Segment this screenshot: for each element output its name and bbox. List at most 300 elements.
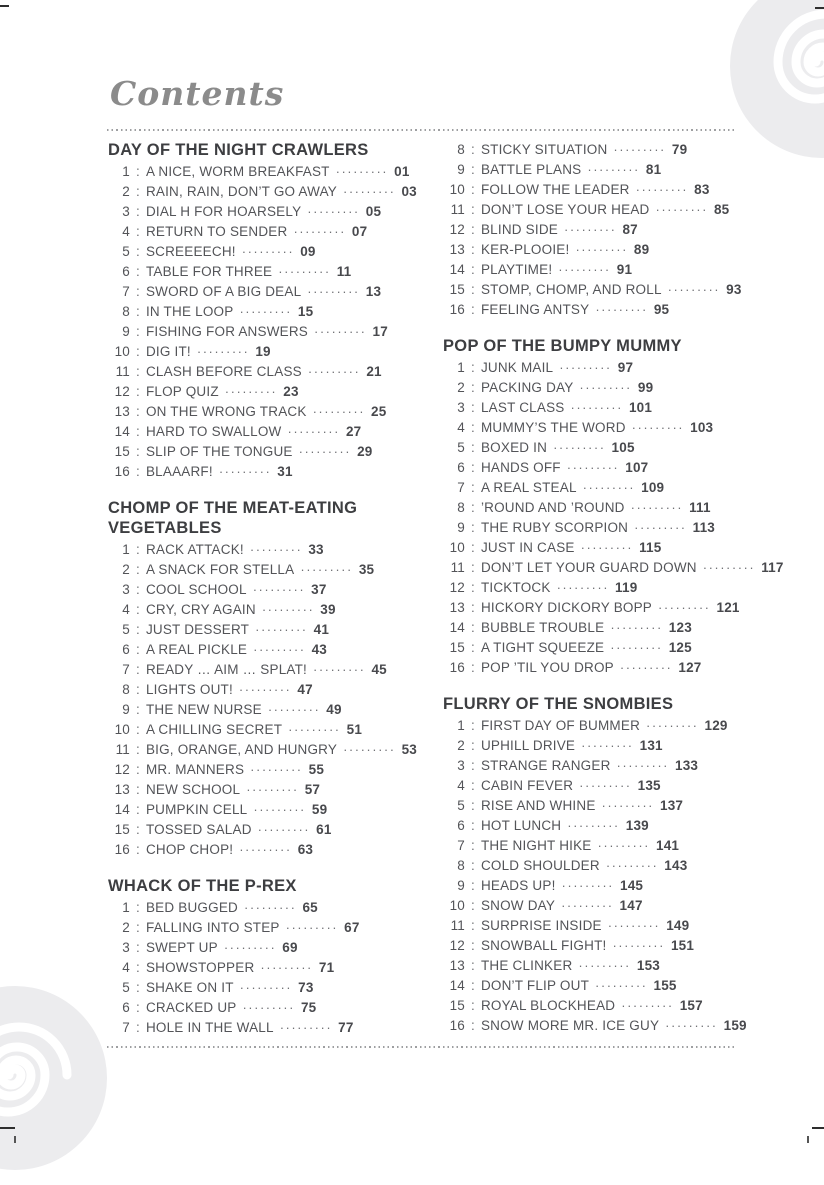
leader-dots: ·········	[601, 798, 654, 813]
entry-colon: :	[471, 380, 475, 395]
leader-dots: ·········	[635, 182, 689, 197]
entry-colon: :	[471, 420, 475, 435]
entry-page-number: 123	[668, 620, 692, 635]
entry-page-number: 145	[620, 878, 644, 893]
entry-title: READY … AIM … SPLAT!	[145, 662, 307, 677]
entry-title: UPHILL DRIVE	[480, 738, 576, 753]
entry-colon: :	[136, 1000, 140, 1015]
toc-section	[443, 140, 748, 320]
toc-entry	[443, 300, 748, 320]
toc-entry	[108, 162, 443, 182]
entry-colon: :	[471, 440, 475, 455]
leader-dots: ·········	[307, 364, 361, 379]
entry-colon: :	[471, 600, 475, 615]
entry-colon: :	[136, 662, 140, 677]
entry-page-number: 91	[616, 262, 633, 277]
entry-colon: :	[471, 718, 475, 733]
entry-page-number: 113	[692, 520, 715, 535]
entry-number: 8	[122, 304, 130, 319]
entry-number: 3	[122, 940, 130, 955]
leader-dots: ·········	[559, 360, 612, 375]
entry-page-number: 19	[255, 344, 271, 359]
toc-entry	[443, 358, 748, 378]
toc-entry	[108, 462, 443, 482]
entry-number: 16	[114, 464, 130, 479]
entry-colon: :	[136, 682, 140, 697]
leader-dots: ·········	[246, 782, 299, 797]
entry-page-number: 29	[357, 444, 373, 459]
entry-title: BIG, ORANGE, AND HUNGRY	[145, 742, 338, 757]
leader-dots: ·········	[249, 542, 303, 557]
entry-colon: :	[471, 282, 475, 297]
entry-page-number: 23	[283, 384, 299, 399]
entry-page-number: 67	[344, 920, 360, 935]
crop-mark-bottom-right	[812, 1127, 824, 1129]
entry-colon: :	[471, 202, 475, 217]
entry-title: COLD SHOULDER	[480, 858, 600, 873]
entry-title: A CHILLING SECRET	[145, 722, 283, 737]
entry-number: 16	[449, 302, 465, 317]
leader-dots: ·········	[260, 960, 313, 975]
leader-dots: ·········	[278, 264, 331, 279]
entry-title: RAIN, RAIN, DON’T GO AWAY	[145, 184, 337, 199]
leader-dots: ·········	[239, 980, 293, 995]
toc-entry	[108, 202, 443, 222]
entry-page-number: 81	[645, 162, 662, 177]
leader-dots: ·········	[298, 444, 352, 459]
entry-page-number: 17	[372, 324, 388, 339]
entry-page-number: 99	[637, 380, 654, 395]
entry-page-number: 69	[282, 940, 298, 955]
leader-dots: ·········	[314, 324, 367, 339]
leader-dots: ·········	[634, 520, 687, 535]
leader-dots: ·········	[288, 722, 341, 737]
entry-colon: :	[136, 464, 140, 479]
entry-title: DON’T LET YOUR GUARD DOWN	[480, 560, 697, 575]
leader-dots: ·········	[253, 802, 306, 817]
entry-page-number: 71	[318, 960, 335, 975]
entry-number: 2	[122, 562, 130, 577]
leader-dots: ·········	[631, 420, 685, 435]
leader-dots: ·········	[250, 762, 303, 777]
toc-entry	[108, 620, 443, 640]
crop-mark-bottom-left-tick	[14, 1136, 16, 1143]
leader-dots: ·········	[570, 400, 623, 415]
entry-colon: :	[136, 424, 140, 439]
entry-colon: :	[471, 838, 475, 853]
entry-number: 4	[122, 224, 130, 239]
toc-entry	[443, 996, 748, 1016]
entry-page-number: 87	[622, 222, 638, 237]
leader-dots: ·········	[612, 938, 665, 953]
entry-page-number: 59	[311, 802, 328, 817]
entry-page-number: 25	[371, 404, 387, 419]
leader-dots: ·········	[342, 184, 396, 199]
entry-title: PUMPKIN CELL	[145, 802, 248, 817]
leader-dots: ·········	[630, 500, 684, 515]
entry-number: 14	[449, 262, 465, 277]
entry-title: DON’T LOSE YOUR HEAD	[480, 202, 650, 217]
entry-page-number: 41	[313, 622, 330, 637]
leader-dots: ·········	[255, 622, 308, 637]
section-heading: POP OF THE BUMPY MUMMY	[443, 337, 682, 355]
leader-dots: ·········	[702, 560, 756, 575]
entry-number: 10	[449, 540, 465, 555]
entry-colon: :	[136, 742, 140, 757]
entry-colon: :	[136, 920, 140, 935]
entry-page-number: 103	[690, 420, 714, 435]
entry-page-number: 151	[670, 938, 695, 953]
entry-colon: :	[471, 758, 475, 773]
toc-entry	[443, 140, 748, 160]
entry-title: STRANGE RANGER	[480, 758, 611, 773]
entry-number: 8	[457, 500, 465, 515]
entry-page-number: 129	[704, 718, 728, 733]
entry-title: FISHING FOR ANSWERS	[145, 324, 309, 339]
toc-entry	[108, 918, 443, 938]
entry-number: 12	[114, 384, 130, 399]
entry-page-number: 117	[761, 560, 784, 575]
leader-dots: ·········	[616, 758, 669, 773]
entry-page-number: 115	[639, 540, 662, 555]
toc-entry	[443, 896, 748, 916]
entry-number: 2	[122, 920, 130, 935]
entry-colon: :	[471, 302, 475, 317]
toc-entry	[108, 720, 443, 740]
entry-title: SLIP OF THE TONGUE	[145, 444, 293, 459]
entry-page-number: 61	[316, 822, 332, 837]
entry-number: 12	[114, 762, 130, 777]
entry-title: SCREEEECH!	[145, 244, 236, 259]
entry-number: 1	[122, 164, 130, 179]
entry-colon: :	[471, 858, 475, 873]
entry-number: 11	[450, 918, 465, 933]
entry-page-number: 01	[394, 164, 410, 179]
entry-colon: :	[471, 660, 475, 675]
entry-colon: :	[471, 480, 475, 495]
leader-dots: ·········	[293, 224, 346, 239]
entry-number: 5	[122, 244, 130, 259]
toc-entry	[108, 540, 443, 560]
entry-page-number: 105	[611, 440, 635, 455]
entry-number: 8	[122, 682, 130, 697]
entry-title: ROYAL BLOCKHEAD	[480, 998, 616, 1013]
entry-title: A NICE, WORM BREAKFAST	[145, 164, 330, 179]
toc-entry	[443, 160, 748, 180]
entry-colon: :	[136, 404, 140, 419]
entry-page-number: 127	[678, 660, 702, 675]
entry-colon: :	[136, 900, 140, 915]
toc-entry	[443, 976, 748, 996]
entry-page-number: 47	[297, 682, 313, 697]
toc-entry	[443, 280, 748, 300]
entry-title: LIGHTS OUT!	[145, 682, 233, 697]
leader-dots: ·········	[561, 898, 614, 913]
entry-title: MR. MANNERS	[145, 762, 245, 777]
entry-title: CABIN FEVER	[480, 778, 574, 793]
entry-colon: :	[136, 842, 140, 857]
entry-title: SNOWBALL FIGHT!	[480, 938, 607, 953]
leader-dots: ·········	[238, 682, 292, 697]
leader-dots: ·········	[335, 164, 389, 179]
entry-title: CRACKED UP	[145, 1000, 237, 1015]
entry-title: SHAKE ON IT	[145, 980, 234, 995]
entry-title: MUMMY’S THE WORD	[480, 420, 626, 435]
entry-number: 2	[122, 184, 130, 199]
entry-number: 16	[114, 842, 130, 857]
toc-entry	[443, 458, 748, 478]
entry-number: 12	[449, 222, 465, 237]
leader-dots: ·········	[224, 384, 278, 399]
entry-number: 14	[449, 620, 465, 635]
entry-number: 1	[122, 900, 130, 915]
toc-entry	[443, 538, 748, 558]
entry-title: HICKORY DICKORY BOPP	[480, 600, 653, 615]
section-heading: CHOMP OF THE MEAT-EATING VEGETABLES	[108, 499, 358, 537]
entry-colon: :	[136, 184, 140, 199]
entry-number: 5	[457, 798, 465, 813]
leader-dots: ·········	[580, 540, 634, 555]
entry-page-number: 159	[723, 1018, 747, 1033]
entry-title: DON’T FLIP OUT	[480, 978, 590, 993]
entry-colon: :	[471, 500, 475, 515]
entry-title: TOSSED SALAD	[145, 822, 252, 837]
entry-title: FEELING ANTSY	[480, 302, 590, 317]
entry-colon: :	[136, 960, 140, 975]
leader-dots: ·········	[312, 404, 366, 419]
entry-colon: :	[471, 898, 475, 913]
entry-page-number: 35	[358, 562, 375, 577]
entry-page-number: 53	[401, 742, 417, 757]
entry-title: TICKTOCK	[480, 580, 551, 595]
toc-entry	[108, 800, 443, 820]
toc-entry	[108, 262, 443, 282]
entry-page-number: 111	[689, 500, 711, 515]
leader-dots: ·········	[253, 642, 306, 657]
entry-page-number: 95	[653, 302, 670, 317]
entry-number: 13	[449, 242, 465, 257]
entry-page-number: 15	[297, 304, 314, 319]
leader-dots: ·········	[610, 640, 663, 655]
entry-page-number: 37	[311, 582, 327, 597]
entry-page-number: 109	[641, 480, 665, 495]
entry-number: 7	[122, 662, 130, 677]
entry-title: A TIGHT SQUEEZE	[480, 640, 605, 655]
entry-colon: :	[471, 938, 475, 953]
entry-page-number: 137	[660, 798, 684, 813]
entry-number: 10	[114, 344, 130, 359]
entry-page-number: 143	[664, 858, 688, 873]
top-dotted-rule	[107, 129, 737, 131]
entry-colon: :	[136, 204, 140, 219]
entry-number: 9	[457, 878, 465, 893]
entry-number: 3	[457, 758, 465, 773]
entry-number: 3	[122, 582, 130, 597]
toc-entry	[108, 442, 443, 462]
entry-title: PLAYTIME!	[480, 262, 553, 277]
entry-number: 10	[449, 182, 465, 197]
entry-colon: :	[136, 802, 140, 817]
toc-entry	[108, 700, 443, 720]
leader-dots: ·········	[597, 838, 650, 853]
entry-colon: :	[471, 242, 475, 257]
entry-page-number: 157	[679, 998, 703, 1013]
entry-number: 7	[457, 838, 465, 853]
entry-page-number: 31	[277, 464, 293, 479]
entry-page-number: 119	[615, 580, 638, 595]
entry-page-number: 55	[308, 762, 325, 777]
bottom-dotted-rule	[107, 1046, 737, 1048]
entry-page-number: 45	[371, 662, 387, 677]
entry-number: 12	[449, 580, 465, 595]
entry-number: 7	[122, 1020, 130, 1035]
entry-page-number: 73	[298, 980, 314, 995]
entry-colon: :	[136, 980, 140, 995]
entry-title: LAST CLASS	[480, 400, 565, 415]
leader-dots: ·········	[239, 842, 292, 857]
entry-number: 16	[449, 1018, 465, 1033]
entry-colon: :	[471, 738, 475, 753]
entry-title: HOT LUNCH	[480, 818, 562, 833]
leader-dots: ·········	[607, 918, 661, 933]
entry-colon: :	[471, 878, 475, 893]
toc-section	[443, 694, 748, 1036]
entry-number: 8	[457, 142, 465, 157]
entry-colon: :	[136, 444, 140, 459]
entry-colon: :	[136, 762, 140, 777]
entry-title: FIRST DAY OF BUMMER	[480, 718, 641, 733]
entry-page-number: 75	[300, 1000, 317, 1015]
entry-page-number: 65	[302, 900, 318, 915]
toc-entry	[443, 1016, 748, 1036]
entry-colon: :	[471, 360, 475, 375]
entry-colon: :	[136, 562, 140, 577]
entry-colon: :	[136, 224, 140, 239]
entry-title: KER-PLOOIE!	[480, 242, 570, 257]
entry-page-number: 149	[666, 918, 690, 933]
toc-entry	[443, 936, 748, 956]
entry-page-number: 147	[619, 898, 643, 913]
entry-number: 6	[122, 642, 130, 657]
toc-entry	[443, 796, 748, 816]
entry-page-number: 63	[297, 842, 314, 857]
leader-dots: ·········	[223, 940, 277, 955]
leader-dots: ·········	[610, 620, 663, 635]
entry-page-number: 141	[656, 838, 680, 853]
entry-colon: :	[471, 142, 475, 157]
entry-number: 5	[122, 980, 130, 995]
toc-entry	[443, 180, 748, 200]
entry-number: 7	[122, 284, 130, 299]
entry-colon: :	[471, 222, 475, 237]
toc-entry	[443, 438, 748, 458]
section-heading: DAY OF THE NIGHT CRAWLERS	[108, 141, 369, 159]
toc-entry	[108, 600, 443, 620]
leader-dots: ·········	[581, 738, 634, 753]
entry-title: CHOP CHOP!	[145, 842, 234, 857]
toc-entry	[108, 780, 443, 800]
toc-section	[443, 336, 784, 678]
leader-dots: ·········	[621, 998, 674, 1013]
entry-title: A SNACK FOR STELLA	[145, 562, 295, 577]
toc-entry	[108, 760, 443, 780]
leader-dots: ·········	[561, 878, 614, 893]
entry-colon: :	[471, 998, 475, 1013]
entry-colon: :	[136, 244, 140, 259]
toc-entry	[108, 382, 443, 402]
entry-colon: :	[471, 918, 475, 933]
entry-title: FOLLOW THE LEADER	[480, 182, 630, 197]
entry-title: BATTLE PLANS	[480, 162, 582, 177]
toc-entry	[443, 836, 748, 856]
entry-number: 3	[122, 204, 130, 219]
entry-page-number: 125	[668, 640, 692, 655]
entry-page-number: 09	[300, 244, 316, 259]
toc-entry	[108, 580, 443, 600]
entry-number: 7	[457, 480, 465, 495]
entry-title: STOMP, CHOMP, AND ROLL	[480, 282, 662, 297]
entry-page-number: 153	[636, 958, 661, 973]
leader-dots: ·········	[563, 222, 617, 237]
entry-page-number: 77	[338, 1020, 354, 1035]
leader-dots: ·········	[218, 464, 272, 479]
entry-number: 4	[457, 420, 465, 435]
toc-entry	[443, 220, 748, 240]
entry-colon: :	[136, 782, 140, 797]
entry-colon: :	[136, 384, 140, 399]
toc-section	[108, 498, 443, 860]
toc-entry	[443, 240, 748, 260]
leader-dots: ·········	[578, 958, 631, 973]
entry-colon: :	[136, 602, 140, 617]
entry-number: 14	[114, 424, 130, 439]
entry-colon: :	[471, 620, 475, 635]
entry-number: 12	[449, 938, 465, 953]
entry-page-number: 93	[726, 282, 742, 297]
toc-entry	[108, 840, 443, 860]
entry-colon: :	[136, 264, 140, 279]
entry-number: 2	[457, 380, 465, 395]
leader-dots: ·········	[285, 920, 339, 935]
toc-entry	[443, 876, 748, 896]
entry-number: 8	[457, 858, 465, 873]
leader-dots: ·········	[267, 702, 321, 717]
entry-page-number: 13	[365, 284, 382, 299]
entry-number: 13	[449, 958, 465, 973]
entry-title: THE NIGHT HIKE	[480, 838, 592, 853]
toc-entry	[108, 560, 443, 580]
entry-number: 9	[122, 702, 130, 717]
entry-number: 11	[450, 560, 465, 575]
entry-title: JUST DESSERT	[145, 622, 250, 637]
entry-number: 5	[122, 622, 130, 637]
entry-title: SWORD OF A BIG DEAL	[145, 284, 302, 299]
entry-number: 15	[449, 640, 465, 655]
leader-dots: ·········	[587, 162, 640, 177]
leader-dots: ·········	[558, 262, 611, 277]
crop-mark-bottom-right-tick	[807, 1136, 809, 1143]
entry-title: JUNK MAIL	[480, 360, 554, 375]
leader-dots: ·········	[595, 978, 648, 993]
entry-title: ’ROUND AND ’ROUND	[480, 500, 625, 515]
toc-entry	[108, 242, 443, 262]
entry-page-number: 43	[311, 642, 327, 657]
entry-colon: :	[136, 304, 140, 319]
leader-dots: ·········	[313, 662, 366, 677]
entry-title: DIG IT!	[145, 344, 191, 359]
crop-mark-top-left	[0, 5, 9, 7]
entry-page-number: 133	[675, 758, 699, 773]
